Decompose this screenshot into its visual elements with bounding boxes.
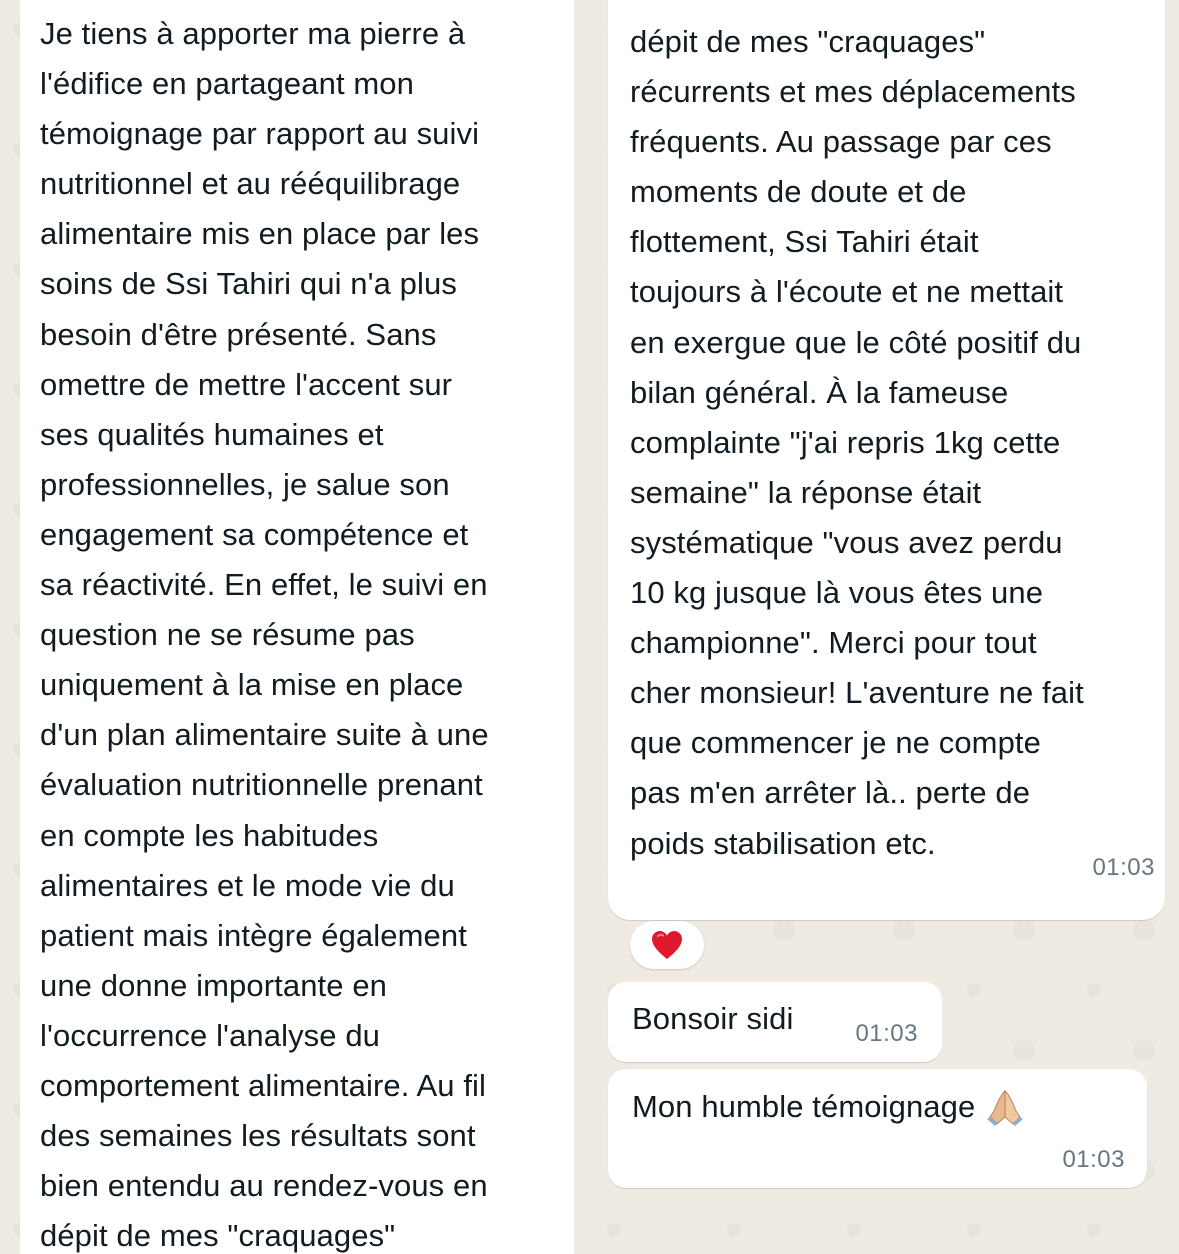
message-bubble-humble[interactable]: [608, 1069, 1147, 1188]
red-heart-icon: [651, 930, 683, 960]
message-text: Mon humble témoignage: [632, 1089, 976, 1124]
message-text: Bonsoir sidi: [632, 1001, 794, 1036]
message-bubble-testimony-part1[interactable]: [20, 0, 574, 1254]
message-timestamp: 01:03: [855, 1020, 918, 1047]
folded-hands-icon: [985, 1087, 1025, 1127]
message-timestamp: 01:03: [1062, 1146, 1125, 1173]
message-line: [632, 1082, 1025, 1132]
message-reaction[interactable]: [630, 921, 704, 969]
chat-panel-right: [594, 0, 1179, 1254]
message-text: dépit de mes "craquages" récurrents et mes déplacements fréquents. Au passage par ces moments de doute et de flottement, Ssi Tahiri était toujours à l'écoute et ne mettait en exergue que le côté positif du bilan général. À la fameuse complainte "j'ai repris 1kg cette semaine" la réponse était systématique "vous avez perdu 10 kg jusque là vous êtes une championne". Merci pour tout cher monsieur! L'aventure ne fait que commencer je ne compte pas m'en arrêter là.. perte de poids stabilisation etc.: [630, 24, 1084, 861]
message-timestamp: 01:03: [1092, 854, 1155, 881]
message-bubble-testimony-part2[interactable]: [608, 0, 1165, 920]
message-bubble-bonsoir[interactable]: [608, 982, 942, 1062]
message-text: Je tiens à apporter ma pierre à l'édifice en partageant mon témoignage par rapport au suivi nutritionnel et au rééquilibrage alimentaire mis en place par les soins de Ssi Tahiri qui n'a plus besoin d'être présenté. Sans omettre de mettre l'accent sur ses qualités humaines et professionnelles, je salue son engagement sa compétence et sa réactivité. En effet, le suivi en question ne se résume pas uniquement à la mise en place d'un plan alimentaire suite à une évaluation nutritionnelle prenant en compte les habitudes alimentaires et le mode vie du patient mais intègre également une donne importante en l'occurrence l'analyse du comportement alimentaire. Au fil des semaines les résultats sont bien entendu au rendez-vous en dépit de mes "craquages": [40, 16, 489, 1254]
